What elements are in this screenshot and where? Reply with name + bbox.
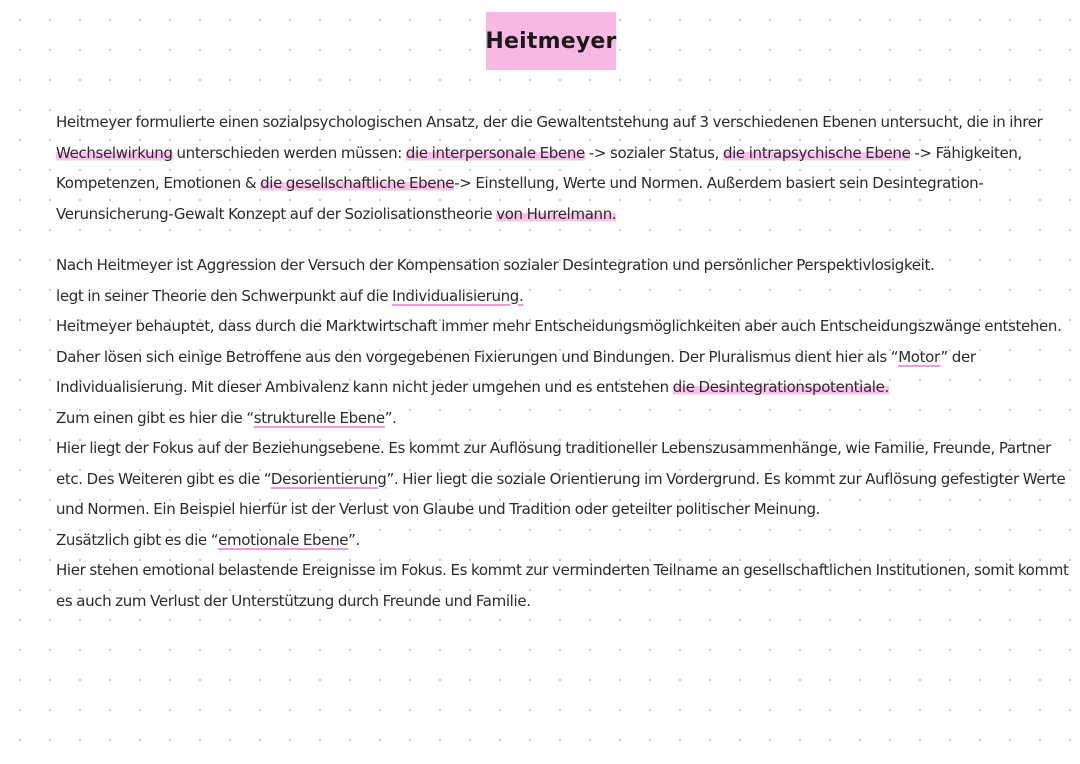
highlight-gesellschaftliche-ebene: die gesellschaftliche Ebene xyxy=(260,174,455,192)
text-segment: es auch zum Verlust der Unterstützung durch Freunde und Familie. xyxy=(56,591,531,610)
text-line xyxy=(56,372,1066,403)
underline-individualisierung: Individualisierung. xyxy=(392,286,524,305)
text-segment: ”. xyxy=(348,530,360,549)
text-line xyxy=(56,168,1066,199)
text-line xyxy=(56,281,1066,312)
text-segment: ” der xyxy=(940,347,976,366)
underline-strukturelle-ebene: strukturelle Ebene xyxy=(253,408,385,427)
text-segment: -> sozialer Status, xyxy=(584,143,723,162)
text-line xyxy=(56,586,1066,617)
text-segment: Zusätzlich gibt es die “ xyxy=(56,530,219,549)
text-line xyxy=(56,403,1066,434)
text-line xyxy=(56,199,1066,230)
highlight-intrapsychische-ebene: die intrapsychische Ebene xyxy=(722,143,911,162)
text-line xyxy=(56,494,1066,525)
text-segment: Individualisierung. Mit dieser Ambivalenz kann nicht jeder umgehen und es entstehen xyxy=(56,378,673,396)
text-segment: -> Fähigkeiten, xyxy=(910,143,1022,162)
highlight-interpersonale-ebene: die interpersonale Ebene xyxy=(405,143,585,162)
text-line xyxy=(56,433,1066,464)
highlight-wechselwirkung: Wechselwirkung xyxy=(56,143,173,162)
text-segment: Daher lösen sich einige Betroffene aus den vorgegebenen Fixierungen und Bindungen. Der Pluralismus dient hier als “ xyxy=(56,347,899,366)
text-segment: Nach Heitmeyer ist Aggression der Versuch der Kompensation sozialer Desintegration und persönlicher Perspektivlosigkeit. xyxy=(56,256,935,274)
text-segment: Zum einen gibt es hier die “ xyxy=(56,408,254,427)
text-segment: Heitmeyer behauptet, dass durch die Marktwirtschaft immer mehr Entscheidungsmöglichkeiten aber auch Entscheidungszwänge entstehen. xyxy=(56,317,1062,335)
paragraph-aggression xyxy=(56,250,1069,616)
text-segment: unterschieden werden müssen: xyxy=(172,143,406,162)
text-line xyxy=(56,107,1066,138)
text-line xyxy=(56,342,1066,373)
text-segment: etc. Des Weiteren gibt es die “ xyxy=(56,469,271,488)
text-line xyxy=(56,311,1066,342)
text-segment: und Normen. Ein Beispiel hierfür ist der Verlust von Glaube und Tradition oder geteilter politischer Meinung. xyxy=(56,500,821,518)
text-segment: Hier liegt der Fokus auf der Beziehungsebene. Es kommt zur Auflösung traditioneller Lebenszusammenhänge, wie Familie, Freunde, Partner xyxy=(56,439,1051,457)
underline-motor: Motor xyxy=(898,347,941,366)
text-line xyxy=(56,138,1066,169)
underline-desorientierung: Desorientierung xyxy=(270,469,387,488)
page-title: Heitmeyer xyxy=(485,28,617,54)
text-segment: Heitmeyer formulierte einen sozialpsychologischen Ansatz, der die Gewaltentstehung auf 3 verschiedenen Ebenen untersucht, die in ihrer xyxy=(56,113,1043,131)
highlight-desintegrationspotentiale: die Desintegrationspotentiale. xyxy=(672,378,889,396)
text-line xyxy=(56,555,1069,586)
text-segment: Hier stehen emotional belastende Ereignisse im Fokus. Es kommt zur verminderten Teilname an gesellschaftlichen Institutionen, somit kommt xyxy=(56,561,1069,579)
text-segment: -> Einstellung, Werte und Normen. Außerdem basiert sein Desintegration- xyxy=(454,174,984,192)
text-segment: ”. Hier liegt die soziale Orientierung im Vordergrund. Es kommt zur Auflösung gefestigter Werte xyxy=(386,469,1066,488)
text-segment: ”. xyxy=(384,408,397,427)
text-line xyxy=(56,250,1066,281)
text-line xyxy=(56,525,1066,556)
title-box xyxy=(486,12,616,70)
text-segment: Verunsicherung-Gewalt Konzept auf der Soziolisationstheorie xyxy=(56,204,497,223)
text-segment: Kompetenzen, Emotionen & xyxy=(56,174,261,192)
text-segment: legt in seiner Theorie den Schwerpunkt auf die xyxy=(56,286,393,305)
underline-emotionale-ebene: emotionale Ebene xyxy=(218,530,349,549)
text-line xyxy=(56,464,1066,495)
highlight-hurrelmann: von Hurrelmann. xyxy=(496,204,617,223)
paragraph-intro xyxy=(56,107,1066,229)
